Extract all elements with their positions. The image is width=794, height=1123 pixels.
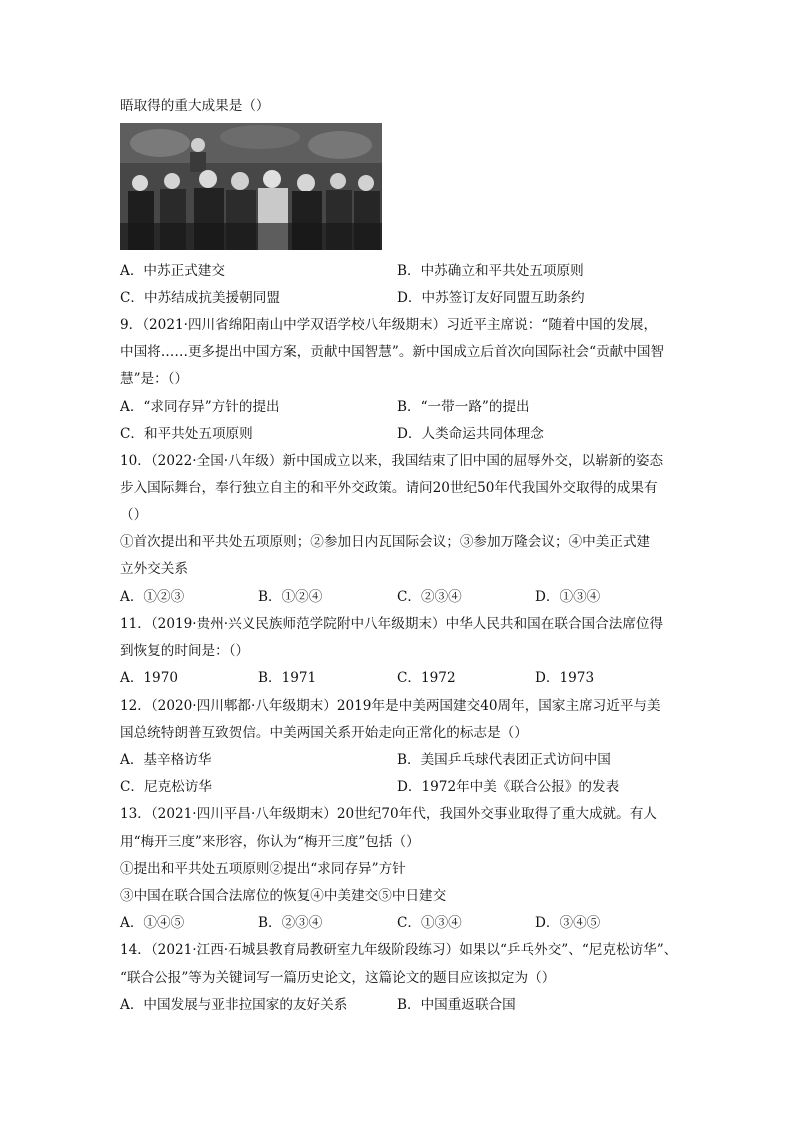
q11-option-c: C．1972 <box>397 670 456 686</box>
q13-stem-line1: 13．（2021·四川平昌·八年级期末）20世纪70年代，我国外交事业取得了重大成就。有人 <box>120 806 657 822</box>
q12-option-c: C．尼克松访华 <box>120 779 212 795</box>
q10-stem-line4: ①首次提出和平共处五项原则；②参加日内瓦国际会议；③参加万隆会议；④中美正式建 <box>120 534 651 550</box>
q8-option-a: A．中苏正式建交 <box>120 263 225 279</box>
q13-stem-line4: ③中国在联合国合法席位的恢复④中美建交⑤中日建交 <box>120 888 447 904</box>
q13-option-c: C．①③④ <box>397 915 462 931</box>
question-intro-text: 晤取得的重大成果是（） <box>120 98 270 114</box>
q12-option-d: D．1972年中美《联合公报》的发表 <box>397 779 620 795</box>
historical-photo-icon <box>120 123 382 250</box>
q9-stem-line2: 中国将……更多提出中国方案，贡献中国智慧”。新中国成立后首次向国际社会“贡献中国智 <box>120 344 665 360</box>
q12-stem-line1: 12．（2020·四川郫都·八年级期末）2019年是中美两国建交40周年，国家主席习近平与美 <box>120 698 661 714</box>
q10-stem-line5: 立外交关系 <box>120 561 188 577</box>
q10-option-a: A．①②③ <box>120 589 185 605</box>
historical-photo-image <box>120 123 382 250</box>
q10-stem-line3: （） <box>120 507 148 523</box>
q11-stem-line1: 11．（2019·贵州·兴义民族师范学院附中八年级期末）中华人民共和国在联合国合法席位得 <box>120 616 664 632</box>
q8-option-c: C．中苏结成抗美援朝同盟 <box>120 290 280 306</box>
q14-stem-line2: “联合公报”等为关键词写一篇历史论文，这篇论文的题目应该拟定为（） <box>120 970 556 986</box>
q14-stem-line1: 14．（2021·江西·石城县教育局教研室九年级阶段练习）如果以“乒乓外交”、“尼克松访华”、 <box>120 942 678 958</box>
q13-option-a: A．①④⑤ <box>120 915 185 931</box>
q9-stem-line3: 慧”是：（） <box>120 371 189 387</box>
q11-option-d: D．1973 <box>535 670 595 686</box>
q10-option-b: B．①②④ <box>258 589 323 605</box>
q9-stem-line1: 9．（2021·四川省绵阳南山中学双语学校八年级期末）习近平主席说：“随着中国的发展， <box>120 317 658 333</box>
q14-option-a: A．中国发展与亚非拉国家的友好关系 <box>120 997 348 1013</box>
q11-option-b: B．1971 <box>258 670 317 686</box>
q9-option-c: C．和平共处五项原则 <box>120 426 253 442</box>
q14-option-b: B．中国重返联合国 <box>397 997 516 1013</box>
q10-stem-line2: 步入国际舞台，奉行独立自主的和平外交政策。请问20世纪50年代我国外交取得的成果有 <box>120 480 658 496</box>
q12-stem-line2: 国总统特朗普互致贺信。中美两国关系开始走向正常化的标志是（） <box>120 725 528 741</box>
q13-stem-line2: 用“梅开三度”来形容，你认为“梅开三度”包括（） <box>120 834 420 850</box>
q8-option-b: B．中苏确立和平共处五项原则 <box>397 263 584 279</box>
q13-option-d: D．③④⑤ <box>535 915 601 931</box>
q13-option-b: B．②③④ <box>258 915 323 931</box>
q10-stem-line1: 10．（2022·全国·八年级）新中国成立以来，我国结束了旧中国的屈辱外交，以崭新的姿态 <box>120 453 664 469</box>
q11-stem-line2: 到恢复的时间是：（） <box>120 643 250 659</box>
q12-option-b: B．美国乒乓球代表团正式访问中国 <box>397 752 611 768</box>
q9-option-b: B．“一带一路”的提出 <box>397 399 530 415</box>
q11-option-a: A．1970 <box>120 670 179 686</box>
q13-stem-line3: ①提出和平共处五项原则②提出“求同存异”方针 <box>120 861 406 877</box>
q8-option-d: D．中苏签订友好同盟互助条约 <box>397 290 585 306</box>
q10-option-c: C．②③④ <box>397 589 462 605</box>
q10-option-d: D．①③④ <box>535 589 601 605</box>
q12-option-a: A．基辛格访华 <box>120 752 212 768</box>
q9-option-d: D．人类命运共同体理念 <box>397 426 544 442</box>
q9-option-a: A．“求同存异”方针的提出 <box>120 399 280 415</box>
